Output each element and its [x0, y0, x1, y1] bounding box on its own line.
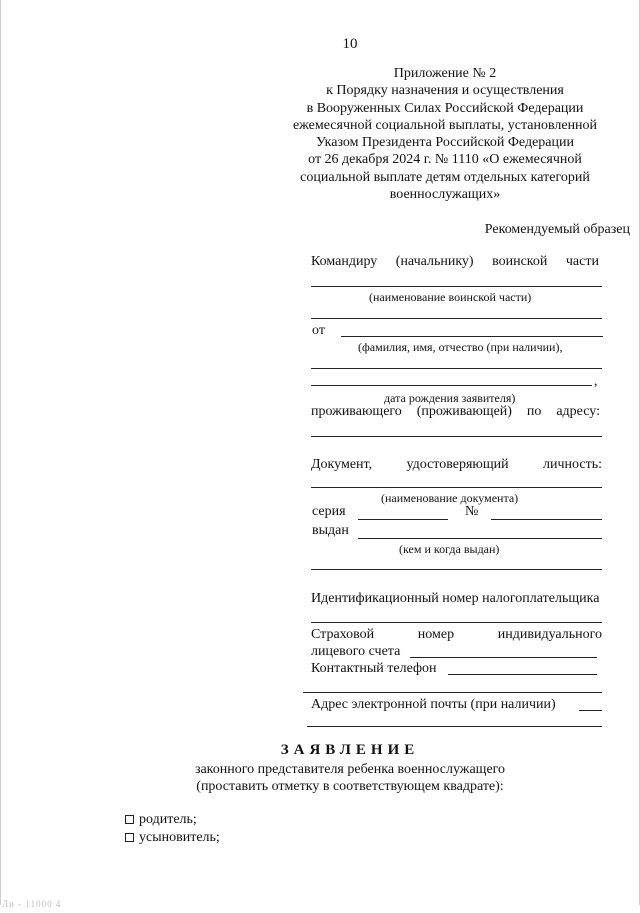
snils-input-line[interactable] [410, 657, 597, 658]
page-number: 10 [342, 36, 358, 52]
option-adoptive-parent[interactable] [125, 829, 220, 846]
phone-input-line[interactable] [448, 674, 597, 675]
residence-word: (проживающей) [416, 404, 512, 419]
unit-name-line-2[interactable] [311, 318, 602, 319]
snils-word: Страховой [311, 627, 375, 642]
applicant-name-line-2[interactable] [311, 368, 602, 369]
option-parent-label: родитель; [139, 812, 197, 827]
email-input-line-2[interactable] [307, 726, 602, 727]
document-label-line [311, 456, 602, 473]
inn-input-line[interactable] [311, 622, 602, 623]
snils-word: индивидуального [497, 627, 602, 642]
issued-input-line[interactable] [358, 538, 602, 539]
series-input-line[interactable] [358, 519, 448, 520]
document-name-line[interactable] [311, 487, 602, 488]
email-input-line[interactable] [579, 710, 602, 711]
applicant-name-caption: (фамилия, имя, отчество (при наличии), [358, 340, 563, 354]
birth-line-comma: , [594, 374, 598, 389]
document-name-caption: (наименование документа) [381, 491, 519, 505]
snils-label-line-2: лицевого счета [311, 644, 401, 659]
issued-label: выдан [312, 523, 349, 538]
document-word: личность: [543, 457, 602, 472]
checkbox-icon[interactable] [125, 815, 134, 824]
snils-label-line [311, 626, 602, 643]
checkbox-icon[interactable] [125, 833, 134, 842]
unit-name-caption: (наименование воинской части) [369, 290, 532, 304]
issued-input-line-2[interactable] [311, 569, 602, 570]
statement-subtitle-line-2: (проставить отметку в соответствующем квадрате): [196, 779, 504, 794]
recommended-sample-label: Рекомендуемый образец [484, 222, 630, 237]
from-label: от [312, 323, 325, 338]
document-word: Документ, [311, 457, 373, 472]
address-line[interactable] [311, 436, 602, 437]
birth-date-line[interactable] [311, 385, 592, 386]
inn-label: Идентификационный номер налогоплательщика [311, 591, 600, 606]
issued-caption: (кем и когда выдан) [399, 542, 500, 556]
appendix-line: от 26 декабря 2024 г. № 1110 «О ежемесячной [308, 152, 582, 168]
addressee-word: части [565, 254, 599, 269]
document-word: удостоверяющий [406, 457, 509, 472]
statement-title: ЗАЯВЛЕНИЕ [280, 742, 420, 758]
appendix-line: ежемесячной социальной выплаты, установленной [292, 117, 598, 133]
snils-word: номер [417, 627, 455, 642]
phone-input-line-2[interactable] [303, 692, 602, 693]
email-label: Адрес электронной почты (при наличии) [311, 697, 556, 712]
appendix-line: к Порядку назначения и осуществления [326, 83, 564, 99]
residence-word: проживающего [311, 404, 402, 419]
residence-word: адресу: [556, 404, 600, 419]
statement-subtitle-line-1: законного представителя ребенка военнослужащего [194, 762, 506, 777]
phone-label: Контактный телефон [311, 661, 437, 676]
addressee-word: воинской [492, 254, 548, 269]
appendix-line: в Вооруженных Силах Российской Федерации [306, 100, 584, 116]
appendix-line: военнослужащих» [389, 187, 501, 203]
appendix-line: Указом Президента Российской Федерации [316, 135, 574, 151]
residence-label-line [311, 403, 600, 420]
addressee-line [311, 253, 599, 270]
number-input-line[interactable] [491, 519, 602, 520]
unit-name-line[interactable] [311, 286, 602, 287]
option-parent[interactable] [125, 811, 197, 828]
addressee-word: (начальнику) [395, 254, 474, 269]
appendix-line: Приложение № 2 [393, 66, 497, 81]
residence-word: по [526, 404, 542, 419]
birth-date-caption: дата рождения заявителя) [384, 391, 516, 405]
number-label: № [465, 504, 479, 519]
addressee-word: Командиру [311, 254, 378, 269]
series-label: серия [312, 504, 346, 519]
appendix-line: социальной выплате детям отдельных категорий [300, 169, 590, 185]
scan-footer-mark: Ли - 11000 4 [2, 899, 62, 909]
option-adoptive-parent-label: усыновитель; [139, 830, 220, 845]
applicant-name-line[interactable] [341, 336, 603, 337]
appendix-header [285, 65, 605, 203]
